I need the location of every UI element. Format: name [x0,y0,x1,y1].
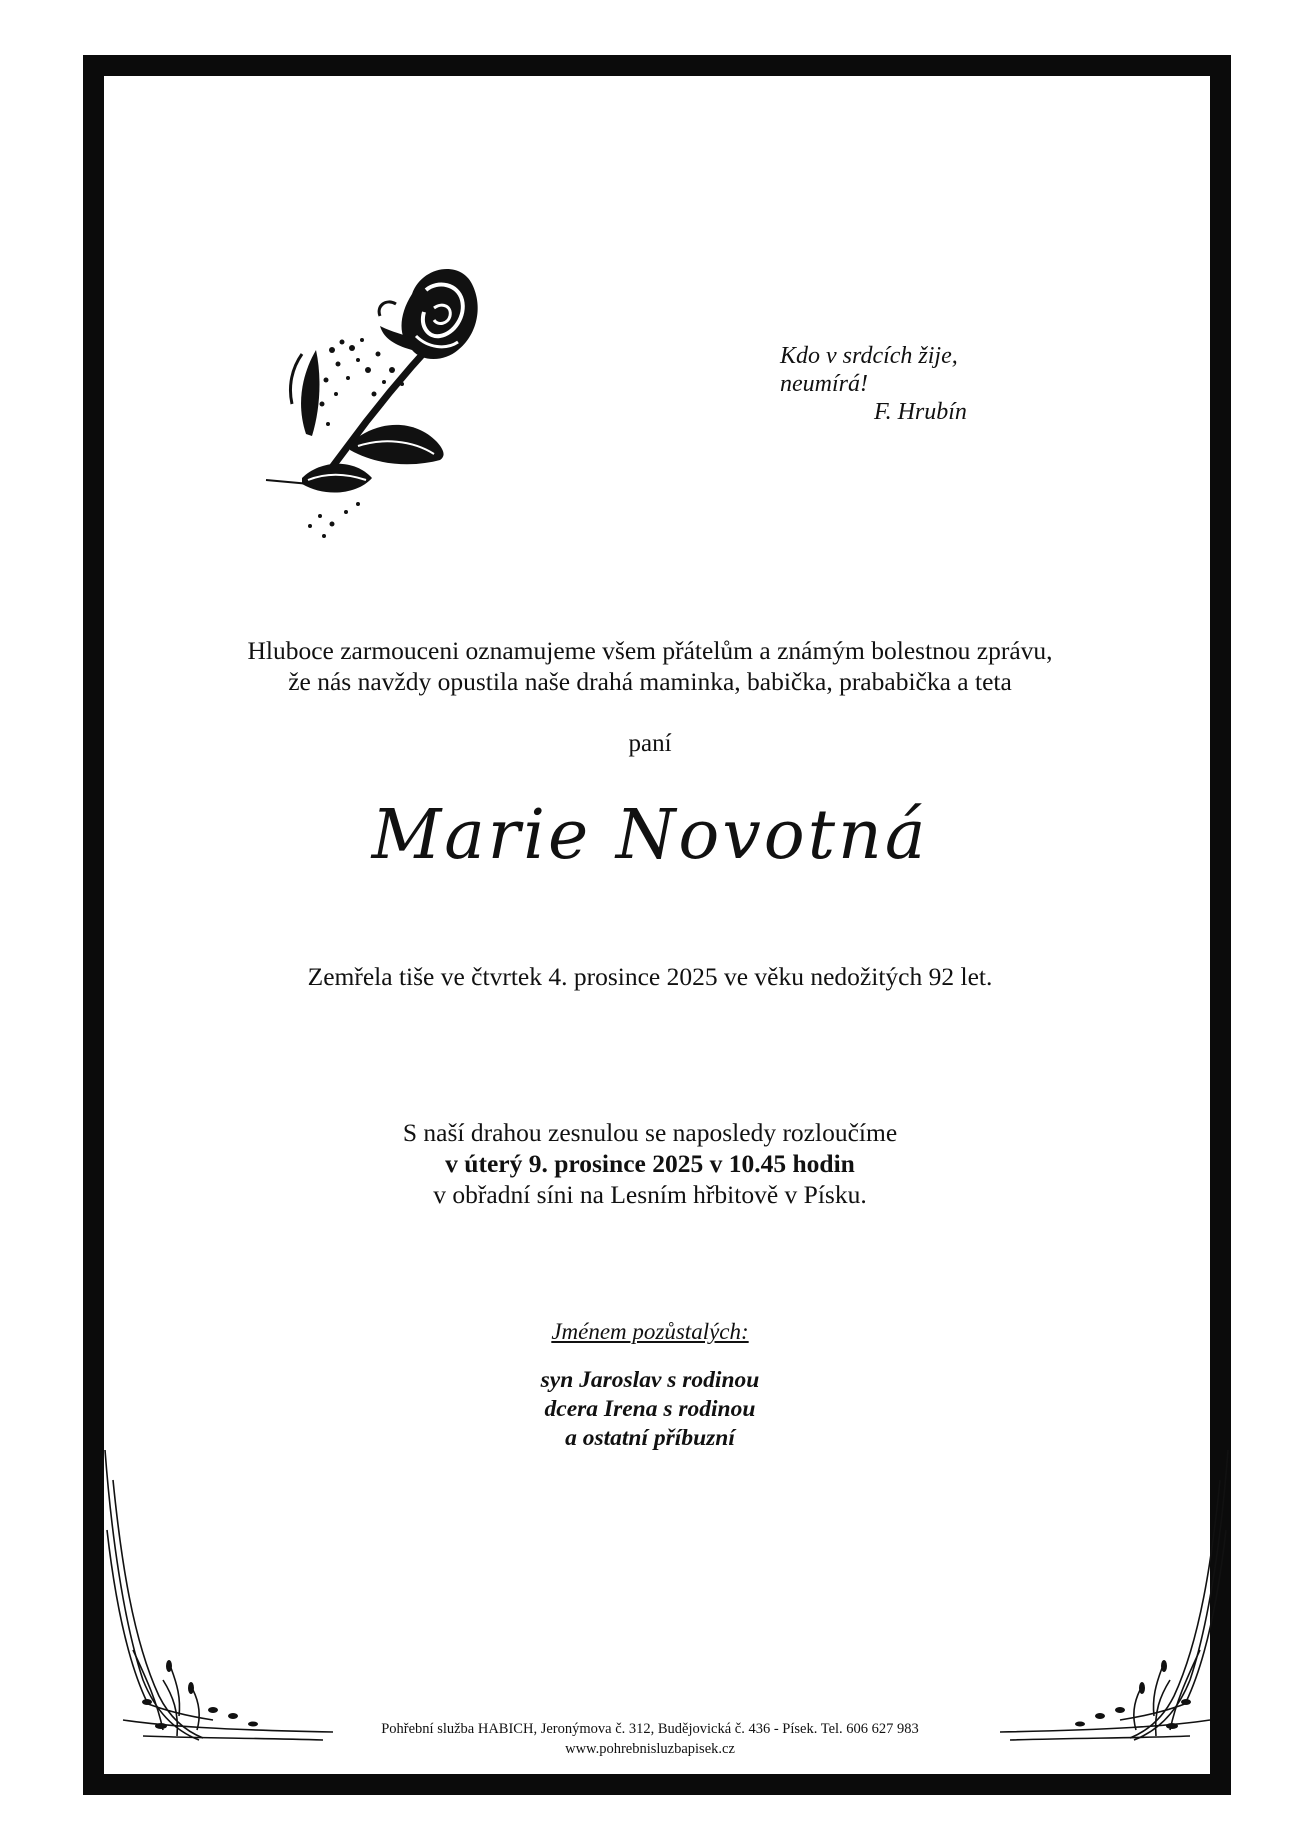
farewell-block [0,1117,1300,1210]
announcement-line-1: Hluboce zarmouceni oznamujeme všem přátelům a známým bolestnou zprávu, [247,636,1053,665]
survivor-line-2: dcera Irena s rodinou [544,1396,756,1422]
quote-author: F. Hrubín [874,399,967,425]
footer-contact: Pohřební služba HABICH, Jeronýmova č. 312, Budějovická č. 436 - Písek. Tel. 606 627 983 [381,1721,919,1737]
announcement-line-2: že nás navždy opustila naše drahá maminka, babička, prababička a teta [288,667,1012,696]
death-notice: Zemřela tiše ve čtvrtek 4. prosince 2025 ve věku nedožitých 92 let. [307,962,993,991]
poem-quote [780,342,967,426]
deceased-name: Marie Novotná [371,796,929,875]
quote-line-1: Kdo v srdcích žije, [780,343,958,369]
title-word: paní [628,730,672,757]
farewell-date-time: v úterý 9. prosince 2025 v 10.45 hodin [445,1149,855,1178]
grass-ornament-icon [103,1440,333,1745]
grass-ornament-icon [1000,1440,1230,1745]
rose-icon [262,254,484,554]
survivors-heading: Jménem pozůstalých: [551,1319,749,1344]
announcement-text [0,635,1300,697]
quote-line-2: neumírá! [780,371,868,397]
funeral-service-footer [0,1719,1300,1759]
footer-website: www.pohrebnisluzbapisek.cz [565,1741,735,1757]
survivor-line-3: a ostatní příbuzní [565,1425,735,1451]
survivor-line-1: syn Jaroslav s rodinou [540,1367,760,1393]
farewell-line-1: S naší drahou zesnulou se naposledy rozloučíme [402,1118,898,1147]
farewell-place: v obřadní síni na Lesním hřbitově v Písku. [433,1180,867,1209]
